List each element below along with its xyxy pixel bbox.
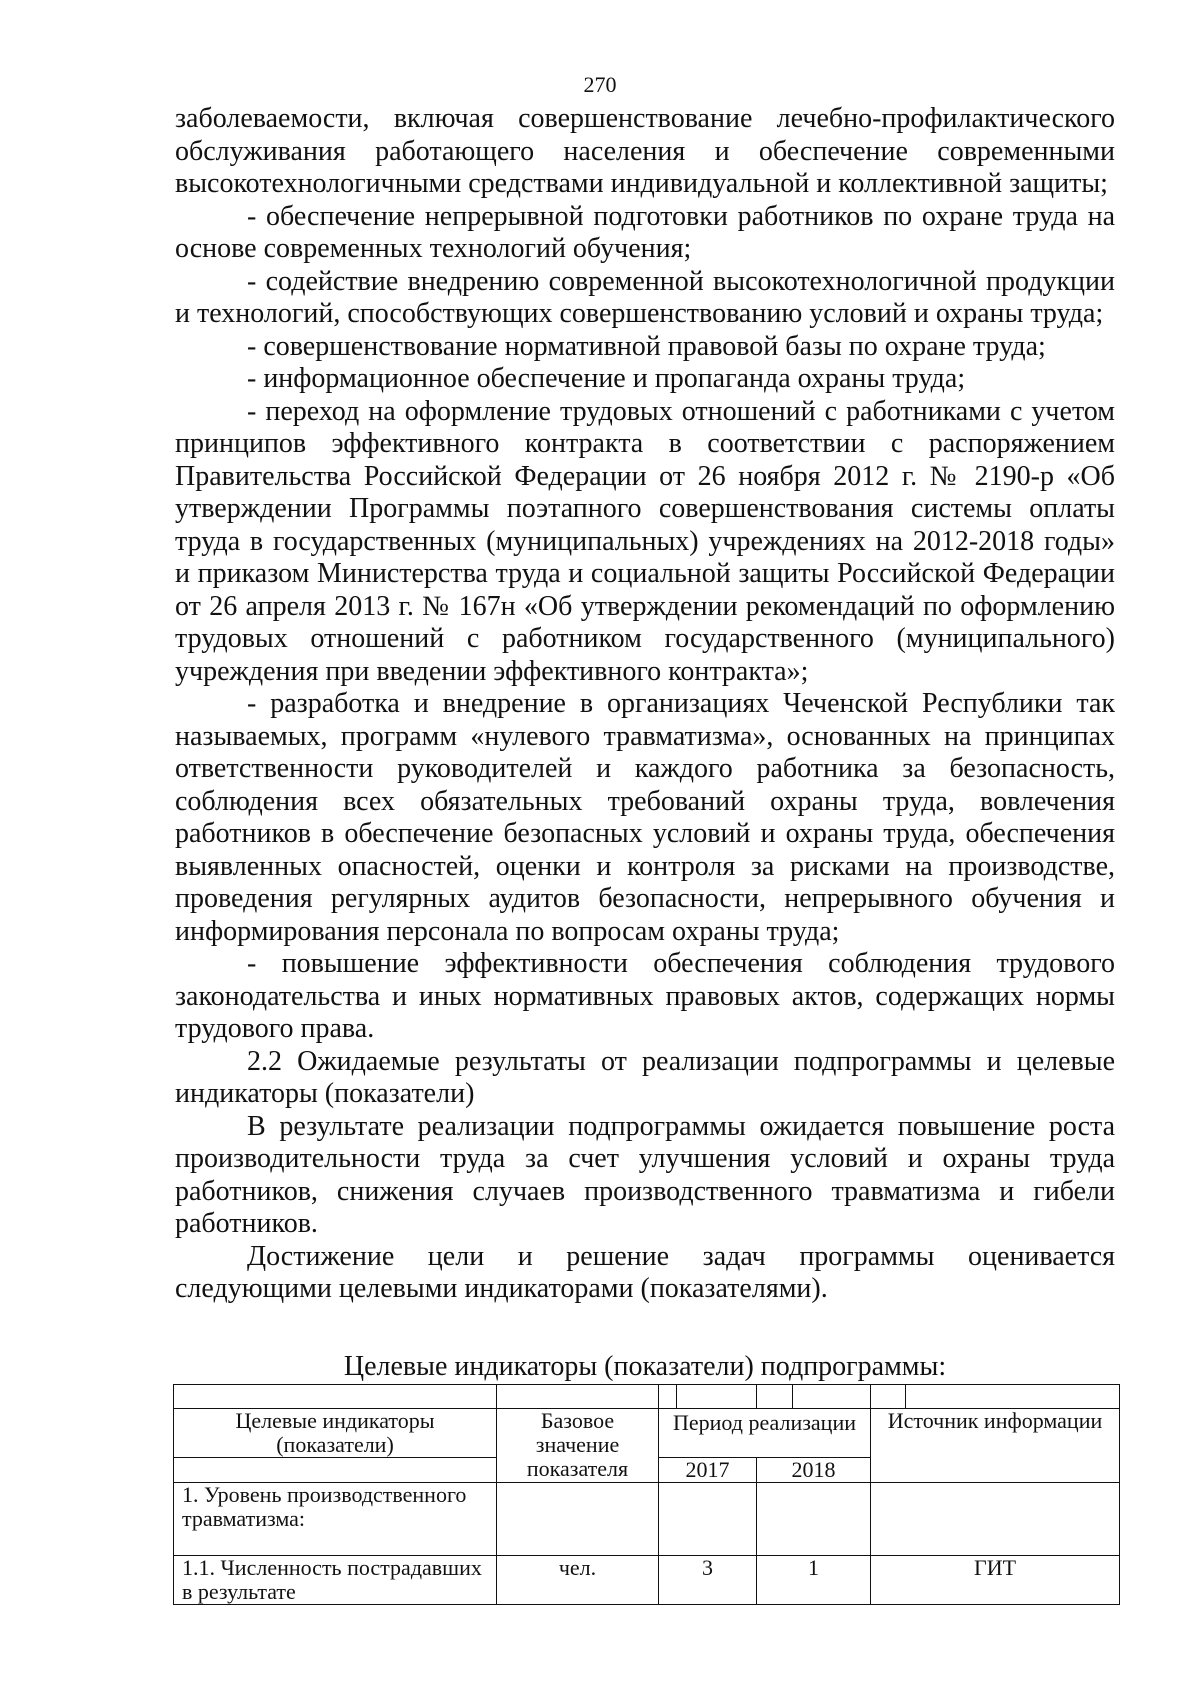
value-2018-cell: [757, 1483, 871, 1556]
indicator-cell: 1. Уровень производственного травматизма:: [174, 1483, 497, 1556]
header-year-2017: 2017: [659, 1458, 757, 1483]
table-cell: [677, 1385, 757, 1409]
paragraph: - совершенствование нормативной правовой базы по охране труда;: [247, 330, 1046, 362]
paragraph: - обеспечение непрерывной подготовки работников по охране труда на основе современных технологий обучения;: [175, 200, 1115, 264]
page-number: 270: [583, 72, 617, 97]
table-cell: [497, 1385, 659, 1409]
header-source: Источник информации: [871, 1409, 1120, 1483]
paragraph: - повышение эффективности обеспечения соблюдения трудового законодательства и иных нормативных правовых актов, содержащих нормы трудового права.: [175, 948, 1115, 1044]
header-base-value: Базовое значение показателя: [497, 1409, 659, 1483]
indicator-cell: 1.1. Численность пострадавших в результате: [174, 1556, 497, 1605]
header-period: Период реализации: [659, 1409, 871, 1458]
section-heading-2-2: 2.2 Ожидаемые результаты от реализации подпрограммы и целевые индикаторы (показатели): [175, 1045, 1115, 1109]
table-cell: [871, 1385, 906, 1409]
paragraph: Достижение цели и решение задач программы оценивается следующими целевыми индикаторами (показателями).: [175, 1240, 1115, 1304]
table-row: [174, 1483, 1120, 1556]
base-cell: чел.: [497, 1556, 659, 1605]
header-indicators: Целевые индикаторы (показатели): [174, 1409, 497, 1458]
indicators-table: [173, 1384, 1120, 1605]
paragraph: - переход на оформление трудовых отношений с работниками с учетом принципов эффективного контракта в соответствии с распоряжением Правительства Российской Федерации от 26 ноября 2012 г. № 2190-р «Об утверждении Программы поэтапного совершенствования системы оплаты труда в государственных (муниципальных) учреждениях на 2012-2018 годы» и приказом Министерства труда и социальной защиты Российской Федерации от 26 апреля 2013 г. № 167н «Об утверждении рекомендаций по оформлению трудовых отношений с работником государственного (муниципального) учреждения при введении эффективного контракта»;: [175, 395, 1115, 687]
paragraph: - информационное обеспечение и пропаганда охраны труда;: [247, 363, 966, 394]
table-cell: [174, 1458, 497, 1483]
paragraph: - разработка и внедрение в организациях Чеченской Республики так называемых, программ «нулевого травматизма», основанных на принципах ответственности руководителей и каждого работника за безопасность, соблюдения всех обязательных требований охраны труда, вовлечения работников в обеспечение безопасных условий и охраны труда, обеспечения выявленных опасностей, оценки и контроля за рисками на производстве, проведения регулярных аудитов безопасности, непрерывного обучения и информирования персонала по вопросам охраны труда;: [175, 688, 1115, 947]
paragraph: - содействие внедрению современной высокотехнологичной продукции и технологий, способствующих совершенствованию условий и охраны труда;: [175, 265, 1115, 329]
document-body: [175, 103, 1115, 1306]
source-cell: [871, 1483, 1120, 1556]
table-stub-row: [174, 1385, 1120, 1409]
source-cell: ГИТ: [871, 1556, 1120, 1605]
base-cell: [497, 1483, 659, 1556]
value-2017-cell: 3: [659, 1556, 757, 1605]
value-2018-cell: 1: [757, 1556, 871, 1605]
table-cell: [793, 1385, 871, 1409]
header-year-2018: 2018: [757, 1458, 871, 1483]
table-cell: [906, 1385, 1120, 1409]
table-cell: [659, 1385, 677, 1409]
table-row: [174, 1556, 1120, 1605]
paragraph: заболеваемости, включая совершенствование лечебно-профилактического обслуживания работающего населения и обеспечение современными высокотехнологичными средствами индивидуальной и коллективной защиты;: [175, 103, 1115, 199]
table-cell: [174, 1385, 497, 1409]
value-2017-cell: [659, 1483, 757, 1556]
paragraph: В результате реализации подпрограммы ожидается повышение роста производительности труда за счет улучшения условий и охраны труда работников, снижения случаев производственного травматизма и гибели работников.: [175, 1110, 1115, 1239]
table-caption: Целевые индикаторы (показатели) подпрограммы:: [343, 1351, 947, 1382]
table-cell: [757, 1385, 793, 1409]
table-header-row: [174, 1409, 1120, 1458]
